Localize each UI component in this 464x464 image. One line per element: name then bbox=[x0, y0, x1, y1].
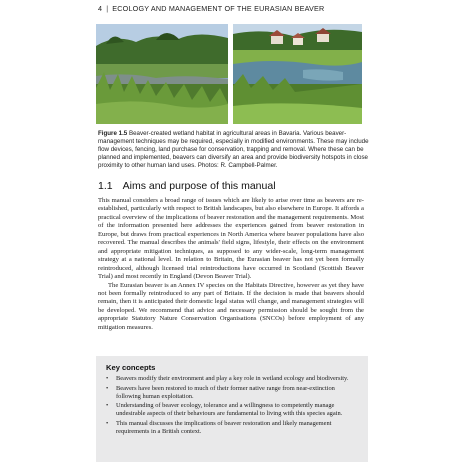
section-title: Aims and purpose of this manual bbox=[122, 180, 276, 192]
wetland-photo-left-image bbox=[96, 24, 228, 124]
key-concept-item bbox=[106, 402, 358, 418]
body-paragraph-1: This manual considers a broad range of issues which are likely to arise over time as beavers are re-established, particularly with respect to British landscapes, but also elsewhere in Europe. It affords a practical overview of the implications of beaver restoration and the management requirements. Most of the information presented here addresses the experiences gained from beaver restoration in Europe, but draws from practical experiences in North America where beaver populations have also recovered. The manual describes the animals' field signs, lifestyle, their effects on the environment and appropriate mitigation techniques, as supposed to any wider-scale, long-term management strategy at a national level. In relation to Britain, the Eurasian beaver has not yet been formally reintroduced, although licensed trial reintroductions have occurred in Scotland (Scottish Beaver Trial) and most recently in England (Devon Beaver Trial). bbox=[98, 197, 364, 281]
running-head-separator: | bbox=[106, 4, 109, 13]
wetland-photo-left bbox=[96, 24, 228, 124]
figure-caption bbox=[98, 130, 370, 170]
running-head-title: ECOLOGY AND MANAGEMENT OF THE EURASIAN BEAVER bbox=[112, 4, 325, 13]
key-concept-text: Understanding of beaver ecology, tolerance and a willingness to competently manage undesirable aspects of their behaviours are fundamental to living with this species again. bbox=[116, 402, 343, 417]
bullet-icon: • bbox=[106, 375, 109, 382]
bullet-icon: • bbox=[106, 419, 109, 427]
wetland-photo-right bbox=[233, 24, 362, 124]
section-number: 1.1 bbox=[98, 180, 113, 192]
page-number: 4 bbox=[98, 4, 103, 13]
bullet-icon: • bbox=[106, 384, 109, 392]
body-text bbox=[98, 197, 364, 332]
wetland-photo-right-image bbox=[233, 24, 362, 124]
key-concept-item bbox=[106, 420, 358, 436]
key-concepts-box bbox=[96, 356, 368, 462]
key-concept-item bbox=[106, 375, 358, 383]
key-concept-item bbox=[106, 385, 358, 401]
body-paragraph-2: The Eurasian beaver is an Annex IV species on the Habitats Directive, however as yet they have not been formally reintroduced to any part of Britain. If the decision is made that beavers should remain, then it is anticipated their domestic legal status will change, and management strategies will be developed. We recommend that advice and necessary permission should be sought from the appropriate Statutory Nature Conservation Organisations (SNCOs) before employment of any mitigation measures. bbox=[98, 281, 364, 331]
section-heading bbox=[98, 180, 276, 192]
bullet-icon: • bbox=[106, 402, 109, 409]
key-concept-text: Beavers have been restored to much of their former native range from near-extinction following human exploitation. bbox=[116, 384, 335, 400]
key-concept-text: Beavers modify their environment and play a key role in wetland ecology and biodiversity. bbox=[116, 375, 349, 382]
running-head bbox=[98, 4, 324, 13]
key-concepts-title: Key concepts bbox=[106, 363, 156, 372]
key-concept-text: This manual discusses the implications of beaver restoration and likely management requirements in a British context. bbox=[116, 419, 332, 435]
figure-caption-text: Beaver-created wetland habitat in agricultural areas in Bavaria. Various beaver-management techniques may be required, especially in modified environments. These may include flow devices, fencing, land purchase for conservation, trapping and removal. Where these can be planned and implemented, beavers can diversify an area and provide biodiversity hotspots in close proximity to other human land uses. Photos: R. Campbell-Palmer. bbox=[98, 130, 369, 170]
key-concepts-list bbox=[106, 375, 358, 436]
figure-label: Figure 1.5 bbox=[98, 130, 128, 137]
